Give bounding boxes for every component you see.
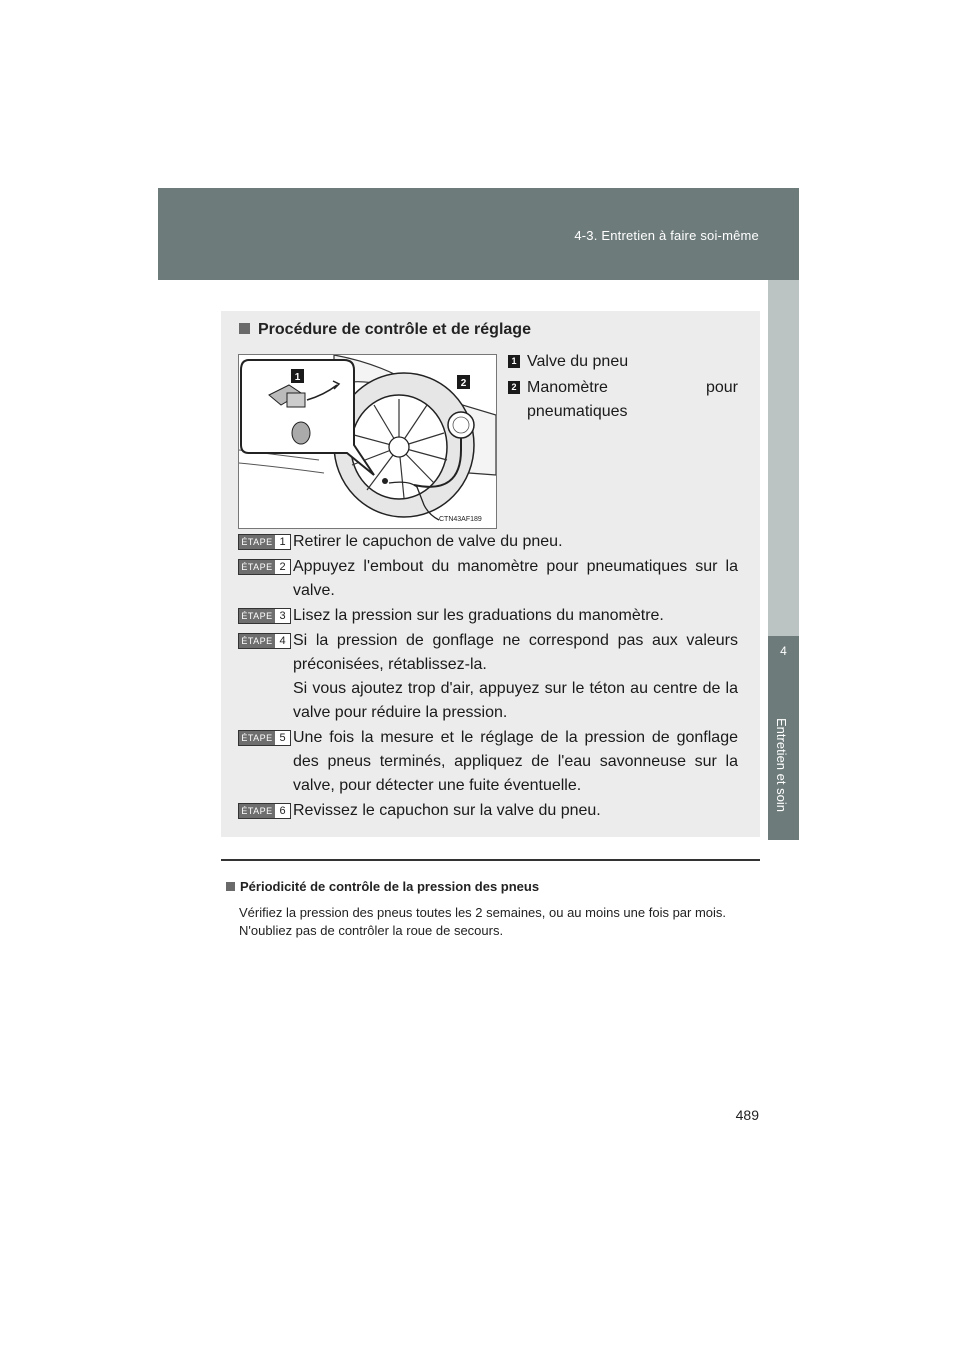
- square-bullet-icon: [226, 882, 235, 891]
- step-number: 3: [279, 610, 286, 622]
- legend-number: 2: [508, 381, 520, 394]
- step-item: [238, 726, 738, 798]
- procedure-heading: [239, 321, 531, 339]
- legend-number: 1: [508, 355, 520, 368]
- page-number: 489: [735, 1107, 759, 1123]
- illustration-marker-1: 1: [294, 372, 301, 383]
- note-body: [239, 904, 754, 940]
- tire-gauge-illustration: [238, 354, 497, 529]
- step-number: 5: [279, 732, 286, 744]
- step-number: 1: [279, 536, 286, 548]
- step-badge: [238, 608, 291, 624]
- step-text: Si la pression de gonflage ne correspond pas aux valeurs préconisées, rétablissez-la.: [293, 632, 738, 673]
- step-text: Une fois la mesure et le réglage de la pression de gonflage des pneus terminés, appliquez de l'eau savonneuse sur la valve, pour détecter une fuite éventuelle.: [293, 729, 738, 794]
- step-label: ÉTAPE: [239, 609, 275, 623]
- illustration-code: CTN43AF189: [439, 516, 482, 523]
- tire-illustration-svg: [239, 355, 496, 528]
- step-badge: [238, 803, 291, 819]
- step-text-extra: Si vous ajoutez trop d'air, appuyez sur le téton au centre de la valve pour réduire la pression.: [293, 680, 738, 721]
- step-item: [238, 604, 738, 628]
- step-item: [238, 555, 738, 603]
- procedure-panel: [221, 311, 760, 837]
- step-text: Lisez la pression sur les graduations du manomètre.: [293, 607, 664, 624]
- chapter-label: Entretien et soin: [774, 718, 789, 812]
- step-item: [238, 530, 738, 554]
- legend-text: Valve du pneu: [527, 353, 629, 370]
- step-list: [238, 530, 738, 823]
- illustration-marker-2: 2: [460, 378, 467, 389]
- chapter-number: 4: [780, 644, 787, 658]
- note-heading: [226, 879, 539, 894]
- step-text: Retirer le capuchon de valve du pneu.: [293, 533, 563, 550]
- step-item: [238, 629, 738, 725]
- legend-item: [508, 350, 738, 374]
- section-header: [158, 188, 799, 280]
- step-label: ÉTAPE: [239, 560, 275, 574]
- step-badge: [238, 534, 291, 550]
- chapter-tab: [768, 636, 799, 840]
- step-number: 4: [279, 635, 286, 647]
- square-bullet-icon: [239, 323, 250, 334]
- note-line: Vérifiez la pression des pneus toutes les 2 semaines, ou au moins une fois par mois.: [239, 905, 727, 920]
- step-label: ÉTAPE: [239, 634, 275, 648]
- step-badge: [238, 559, 291, 575]
- step-text: Revissez le capuchon sur la valve du pneu.: [293, 802, 601, 819]
- legend-text: pneumatiques: [527, 403, 628, 420]
- side-tab-spacer: [768, 280, 799, 636]
- note-title: Périodicité de contrôle de la pression des pneus: [240, 879, 540, 894]
- step-number: 6: [279, 805, 286, 817]
- step-text: Appuyez l'embout du manomètre pour pneumatiques sur la valve.: [293, 558, 738, 599]
- step-label: ÉTAPE: [239, 535, 275, 549]
- procedure-title: Procédure de contrôle et de réglage: [258, 321, 531, 338]
- step-item: [238, 799, 738, 823]
- step-label: ÉTAPE: [239, 731, 275, 745]
- step-badge: [238, 730, 291, 746]
- note-line: N'oubliez pas de contrôler la roue de secours.: [239, 923, 504, 938]
- legend-item: [508, 376, 738, 424]
- step-number: 2: [279, 561, 286, 573]
- step-badge: [238, 633, 291, 649]
- legend-text: Manomètre: [527, 379, 608, 396]
- legend-text: pour: [705, 379, 738, 396]
- illustration-legend: [508, 350, 738, 424]
- step-label: ÉTAPE: [239, 804, 275, 818]
- section-title: 4-3. Entretien à faire soi-même: [574, 228, 759, 243]
- section-divider: [221, 859, 760, 861]
